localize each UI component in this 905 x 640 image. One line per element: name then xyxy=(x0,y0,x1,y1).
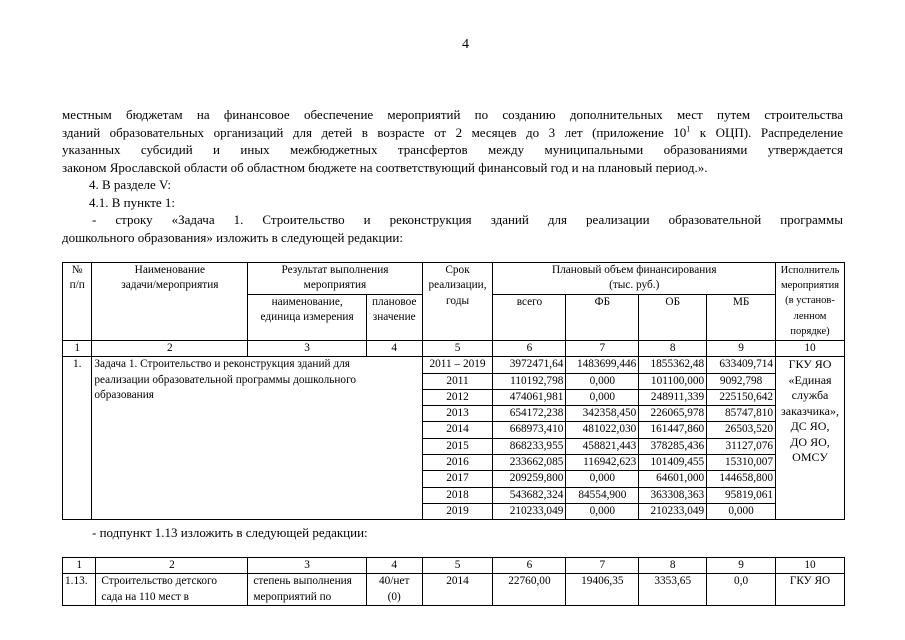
body-text xyxy=(62,524,843,542)
year-cell: 2012 xyxy=(422,389,493,405)
paragraph-section: 4. В разделе V: xyxy=(89,177,172,192)
body-text xyxy=(62,106,843,246)
row-mb: 0,0 xyxy=(707,574,776,606)
mb-cell: 95819,061 xyxy=(707,487,776,503)
total-cell: 209259,800 xyxy=(493,471,566,487)
fb-cell: 458821,443 xyxy=(566,438,639,454)
total-cell: 654172,238 xyxy=(493,406,566,422)
header-executor: Исполнитель мероприятия (в установ- ленном порядке) xyxy=(776,263,845,341)
col-number: 5 xyxy=(422,558,493,574)
executor-cell: ГКУ ЯО «Единая служба заказчика», ДС ЯО, ДО ЯО, ОМСУ xyxy=(776,357,845,520)
year-cell: 2011 – 2019 xyxy=(422,357,493,373)
col-number: 6 xyxy=(493,558,566,574)
col-number: 9 xyxy=(707,558,776,574)
paragraph-subpoint: - подпункт 1.13 изложить в следующей редакции: xyxy=(92,525,368,540)
col-number: 6 xyxy=(493,341,566,357)
fb-cell: 0,000 xyxy=(566,471,639,487)
column-number-row xyxy=(63,341,845,357)
task-name: Задача 1. Строительство и реконструкция зданий для реализации образовательной программы дошкольного образования xyxy=(92,357,422,520)
fb-cell: 481022,030 xyxy=(566,422,639,438)
col-number: 8 xyxy=(639,341,707,357)
header-term: Срок реализации, годы xyxy=(422,263,493,341)
header-result-name: наименование, единица измерения xyxy=(248,295,367,341)
year-cell: 2017 xyxy=(422,471,493,487)
mb-cell: 0,000 xyxy=(707,503,776,519)
fb-cell: 0,000 xyxy=(566,389,639,405)
financing-table xyxy=(62,262,845,520)
col-number: 10 xyxy=(776,558,845,574)
ob-cell: 161447,860 xyxy=(639,422,707,438)
ob-cell: 101409,455 xyxy=(639,455,707,471)
ob-cell: 248911,339 xyxy=(639,389,707,405)
row-year: 2014 xyxy=(422,574,493,606)
total-cell: 233662,085 xyxy=(493,455,566,471)
total-cell: 110192,798 xyxy=(493,373,566,389)
mb-cell: 9092,798 xyxy=(707,373,776,389)
fb-cell: 0,000 xyxy=(566,503,639,519)
mb-cell: 26503,520 xyxy=(707,422,776,438)
year-cell: 2016 xyxy=(422,455,493,471)
mb-cell: 15310,007 xyxy=(707,455,776,471)
mb-cell: 31127,076 xyxy=(707,438,776,454)
col-number: 10 xyxy=(776,341,845,357)
page-number: 4 xyxy=(462,37,469,52)
col-number: 5 xyxy=(422,341,493,357)
ob-cell: 1855362,48 xyxy=(639,357,707,373)
paragraph-line: дошкольного образования» изложить в следующей редакции: xyxy=(62,229,403,245)
year-cell: 2013 xyxy=(422,406,493,422)
row-executor: ГКУ ЯО xyxy=(776,574,845,606)
total-cell: 474061,981 xyxy=(493,389,566,405)
header-result: Результат выполнения мероприятия xyxy=(248,263,422,295)
ob-cell: 101100,000 xyxy=(639,373,707,389)
paragraph-line: законом Ярославской области об областном бюджете на соответствующий финансовый год и на плановый период.». xyxy=(62,159,708,175)
col-number: 8 xyxy=(639,558,707,574)
header-num: № п/п xyxy=(63,263,92,341)
year-cell: 2019 xyxy=(422,503,493,519)
mb-cell: 633409,714 xyxy=(707,357,776,373)
ob-cell: 210233,049 xyxy=(639,503,707,519)
paragraph-line xyxy=(62,124,843,142)
ob-cell: 64601,000 xyxy=(639,471,707,487)
total-cell: 868233,955 xyxy=(493,438,566,454)
table-row xyxy=(63,357,845,373)
col-number: 4 xyxy=(366,341,422,357)
col-number: 3 xyxy=(248,341,367,357)
header-fb: ФБ xyxy=(566,295,639,341)
fb-cell: 0,000 xyxy=(566,373,639,389)
paragraph-line: указанных субсидий и иных межбюджетных трансфертов между муниципальными образованиями утверждается xyxy=(62,142,843,157)
col-number: 7 xyxy=(566,558,639,574)
col-number: 2 xyxy=(96,558,248,574)
header-name: Наименование задачи/мероприятия xyxy=(92,263,248,341)
row-plan: 40/нет (0) xyxy=(366,574,422,606)
col-number: 1 xyxy=(63,341,92,357)
task-num: 1. xyxy=(63,357,92,520)
row-name: Строительство детского сада на 110 мест в xyxy=(96,574,248,606)
paragraph-line: местным бюджетам на финансовое обеспечение мероприятий по созданию дополнительных мест путем строительства xyxy=(62,107,843,122)
paragraph-point: 4.1. В пункте 1: xyxy=(89,194,176,210)
year-cell: 2011 xyxy=(422,373,493,389)
mb-cell: 225150,642 xyxy=(707,389,776,405)
fb-cell: 342358,450 xyxy=(566,406,639,422)
ob-cell: 378285,436 xyxy=(639,438,707,454)
header-row xyxy=(63,263,845,295)
ob-cell: 226065,978 xyxy=(639,406,707,422)
header-total: всего xyxy=(493,295,566,341)
col-number: 9 xyxy=(707,341,776,357)
paragraph-text: к ОЦП). Распределение xyxy=(699,124,843,140)
col-number: 7 xyxy=(566,341,639,357)
subpoint-table xyxy=(62,557,845,606)
total-cell: 210233,049 xyxy=(493,503,566,519)
superscript: 1 xyxy=(686,124,691,134)
fb-cell: 116942,623 xyxy=(566,455,639,471)
paragraph-text: зданий образовательных организаций для детей в возрасте от 2 месяцев до 3 лет (приложение 10 xyxy=(62,124,687,140)
header-financing: Плановый объем финансирования (тыс. руб.) xyxy=(493,263,776,295)
col-number: 4 xyxy=(366,558,422,574)
row-ob: 3353,65 xyxy=(639,574,707,606)
total-cell: 3972471,64 xyxy=(493,357,566,373)
total-cell: 668973,410 xyxy=(493,422,566,438)
col-number: 2 xyxy=(92,341,248,357)
mb-cell: 85747,810 xyxy=(707,406,776,422)
year-cell: 2014 xyxy=(422,422,493,438)
year-cell: 2015 xyxy=(422,438,493,454)
year-cell: 2018 xyxy=(422,487,493,503)
mb-cell: 144658,800 xyxy=(707,471,776,487)
total-cell: 543682,324 xyxy=(493,487,566,503)
col-number: 1 xyxy=(63,558,96,574)
header-result-plan: плановое значение xyxy=(366,295,422,341)
row-fb: 19406,35 xyxy=(566,574,639,606)
table-row xyxy=(63,574,845,606)
col-number: 3 xyxy=(248,558,367,574)
ob-cell: 363308,363 xyxy=(639,487,707,503)
fb-cell: 1483699,446 xyxy=(566,357,639,373)
header-mb: МБ xyxy=(707,295,776,341)
row-result: степень выполнения мероприятий по xyxy=(248,574,367,606)
row-total: 22760,00 xyxy=(493,574,566,606)
fb-cell: 84554,900 xyxy=(566,487,639,503)
header-ob: ОБ xyxy=(639,295,707,341)
paragraph-line: - строку «Задача 1. Строительство и реконструкция зданий для реализации образовательной программы xyxy=(92,212,843,227)
column-number-row xyxy=(63,558,845,574)
row-num: 1.13. xyxy=(63,574,96,606)
